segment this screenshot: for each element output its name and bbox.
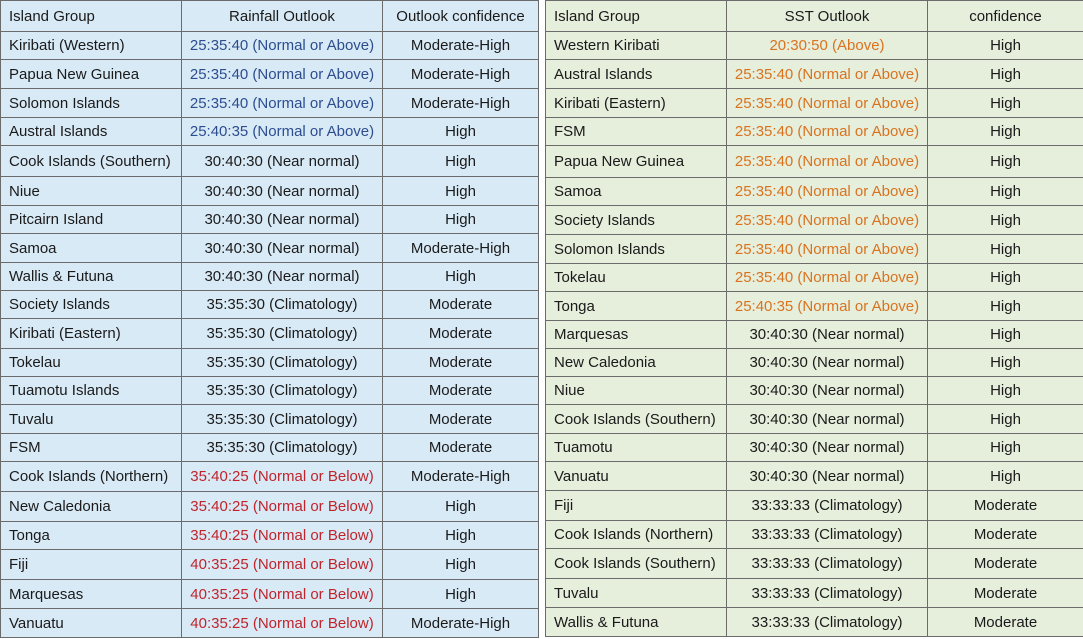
- confidence-cell: Moderate: [928, 491, 1083, 521]
- table-row: [1, 32, 539, 60]
- outlook-cell: 30:40:30 (Near normal): [727, 462, 928, 491]
- confidence-cell: High: [928, 349, 1083, 377]
- island-cell: Solomon Islands: [1, 89, 182, 118]
- table-row: [546, 462, 1083, 491]
- outlook-cell: 30:40:30 (Near normal): [182, 146, 383, 177]
- table-row: [1, 60, 539, 89]
- rainfall-outlook-table: [0, 0, 539, 638]
- island-cell: Pitcairn Island: [1, 206, 182, 234]
- confidence-cell: High: [928, 32, 1083, 60]
- island-cell: Western Kiribati: [546, 32, 727, 60]
- confidence-cell: Moderate-High: [383, 234, 539, 263]
- confidence-cell: Moderate-High: [383, 89, 539, 118]
- table-row: [1, 177, 539, 206]
- confidence-cell: High: [383, 580, 539, 609]
- island-cell: Fiji: [1, 550, 182, 580]
- table-row: [546, 235, 1083, 264]
- island-cell: Samoa: [1, 234, 182, 263]
- outlook-cell: 25:35:40 (Normal or Above): [727, 264, 928, 292]
- island-cell: Cook Islands (Southern): [546, 405, 727, 434]
- confidence-cell: Moderate-High: [383, 32, 539, 60]
- confidence-cell: High: [928, 321, 1083, 349]
- island-cell: Tokelau: [546, 264, 727, 292]
- outlook-cell: 25:35:40 (Normal or Above): [727, 178, 928, 206]
- table-row: [546, 608, 1083, 637]
- island-cell: Society Islands: [546, 206, 727, 235]
- table-row: [1, 550, 539, 580]
- confidence-cell: Moderate: [383, 434, 539, 462]
- table-row: [1, 263, 539, 291]
- confidence-cell: Moderate: [383, 405, 539, 434]
- island-cell: Tuvalu: [1, 405, 182, 434]
- header-rainfall-outlook: Rainfall Outlook: [182, 1, 383, 32]
- outlook-cell: 35:40:25 (Normal or Below): [182, 522, 383, 550]
- confidence-cell: Moderate: [383, 291, 539, 319]
- table-row: [1, 118, 539, 146]
- header-island-group: Island Group: [546, 1, 727, 32]
- outlook-cell: 30:40:30 (Near normal): [727, 349, 928, 377]
- island-cell: New Caledonia: [1, 492, 182, 522]
- island-cell: Papua New Guinea: [546, 146, 727, 178]
- confidence-cell: Moderate: [383, 349, 539, 377]
- island-cell: Tonga: [1, 522, 182, 550]
- island-cell: Niue: [546, 377, 727, 405]
- table-row: [546, 321, 1083, 349]
- island-cell: Cook Islands (Southern): [546, 549, 727, 579]
- outlook-cell: 30:40:30 (Near normal): [727, 321, 928, 349]
- confidence-cell: High: [928, 60, 1083, 89]
- outlook-cell: 30:40:30 (Near normal): [182, 234, 383, 263]
- table-row: [546, 89, 1083, 118]
- table-row: [546, 349, 1083, 377]
- island-cell: Marquesas: [1, 580, 182, 609]
- confidence-cell: High: [928, 264, 1083, 292]
- island-cell: Kiribati (Eastern): [1, 319, 182, 349]
- table-row: [1, 319, 539, 349]
- island-cell: Tuvalu: [546, 579, 727, 608]
- table-row: [546, 264, 1083, 292]
- confidence-cell: Moderate-High: [383, 60, 539, 89]
- island-cell: Cook Islands (Southern): [1, 146, 182, 177]
- confidence-cell: Moderate: [383, 319, 539, 349]
- island-cell: FSM: [546, 118, 727, 146]
- table-row: [1, 349, 539, 377]
- confidence-cell: High: [928, 89, 1083, 118]
- outlook-cell: 35:35:30 (Climatology): [182, 434, 383, 462]
- island-cell: FSM: [1, 434, 182, 462]
- outlook-cell: 25:40:35 (Normal or Above): [727, 292, 928, 321]
- island-cell: Vanuatu: [546, 462, 727, 491]
- island-cell: Austral Islands: [1, 118, 182, 146]
- outlook-cell: 25:35:40 (Normal or Above): [727, 89, 928, 118]
- table-row: [1, 234, 539, 263]
- confidence-cell: High: [383, 206, 539, 234]
- table-row: [546, 292, 1083, 321]
- table-row: [546, 549, 1083, 579]
- confidence-cell: High: [383, 492, 539, 522]
- table-row: [546, 146, 1083, 178]
- island-cell: Marquesas: [546, 321, 727, 349]
- outlook-cell: 40:35:25 (Normal or Below): [182, 609, 383, 638]
- table-row: [546, 178, 1083, 206]
- outlook-cell: 25:35:40 (Normal or Above): [727, 60, 928, 89]
- confidence-cell: High: [928, 462, 1083, 491]
- island-cell: Solomon Islands: [546, 235, 727, 264]
- confidence-cell: High: [928, 118, 1083, 146]
- confidence-cell: Moderate: [383, 377, 539, 405]
- table-row: [546, 206, 1083, 235]
- table-row: [1, 492, 539, 522]
- island-cell: Tuamotu Islands: [1, 377, 182, 405]
- confidence-cell: High: [383, 146, 539, 177]
- outlook-cell: 25:35:40 (Normal or Above): [727, 206, 928, 235]
- confidence-cell: High: [928, 405, 1083, 434]
- table-row: [1, 89, 539, 118]
- outlook-cell: 35:40:25 (Normal or Below): [182, 462, 383, 492]
- header-confidence: confidence: [928, 1, 1083, 32]
- confidence-cell: High: [383, 550, 539, 580]
- island-cell: Wallis & Futuna: [546, 608, 727, 637]
- outlook-cell: 30:40:30 (Near normal): [727, 377, 928, 405]
- outlook-cell: 33:33:33 (Climatology): [727, 491, 928, 521]
- outlook-cell: 40:35:25 (Normal or Below): [182, 550, 383, 580]
- outlook-cell: 25:40:35 (Normal or Above): [182, 118, 383, 146]
- outlook-cell: 33:33:33 (Climatology): [727, 549, 928, 579]
- outlook-cell: 25:35:40 (Normal or Above): [727, 235, 928, 264]
- header-sst-outlook: SST Outlook: [727, 1, 928, 32]
- confidence-cell: Moderate: [928, 549, 1083, 579]
- confidence-cell: Moderate-High: [383, 462, 539, 492]
- outlook-cell: 25:35:40 (Normal or Above): [182, 32, 383, 60]
- outlook-cell: 35:40:25 (Normal or Below): [182, 492, 383, 522]
- outlook-cell: 35:35:30 (Climatology): [182, 405, 383, 434]
- confidence-cell: High: [928, 235, 1083, 264]
- island-cell: Vanuatu: [1, 609, 182, 638]
- table-row: [546, 60, 1083, 89]
- confidence-cell: High: [928, 292, 1083, 321]
- confidence-cell: Moderate: [928, 521, 1083, 549]
- outlook-cell: 35:35:30 (Climatology): [182, 319, 383, 349]
- island-cell: Kiribati (Eastern): [546, 89, 727, 118]
- sst-outlook-table: [545, 0, 1083, 637]
- outlook-cell: 35:35:30 (Climatology): [182, 291, 383, 319]
- table-row: [1, 146, 539, 177]
- outlook-cell: 35:35:30 (Climatology): [182, 377, 383, 405]
- table-row: [546, 377, 1083, 405]
- table-row: [1, 206, 539, 234]
- confidence-cell: Moderate: [928, 608, 1083, 637]
- island-cell: Society Islands: [1, 291, 182, 319]
- island-cell: Fiji: [546, 491, 727, 521]
- table-row: [546, 405, 1083, 434]
- island-cell: Tonga: [546, 292, 727, 321]
- outlook-cell: 33:33:33 (Climatology): [727, 608, 928, 637]
- header-island-group: Island Group: [1, 1, 182, 32]
- table-row: [546, 521, 1083, 549]
- confidence-cell: High: [928, 178, 1083, 206]
- outlook-cell: 25:35:40 (Normal or Above): [727, 146, 928, 178]
- header-outlook-confidence: Outlook confidence: [383, 1, 539, 32]
- island-cell: Cook Islands (Northern): [546, 521, 727, 549]
- confidence-cell: High: [383, 177, 539, 206]
- table-row: [1, 434, 539, 462]
- island-cell: Tuamotu: [546, 434, 727, 462]
- island-cell: Wallis & Futuna: [1, 263, 182, 291]
- outlook-cell: 35:35:30 (Climatology): [182, 349, 383, 377]
- outlook-cell: 25:35:40 (Normal or Above): [182, 89, 383, 118]
- outlook-cell: 30:40:30 (Near normal): [182, 263, 383, 291]
- table-row: [546, 32, 1083, 60]
- island-cell: Kiribati (Western): [1, 32, 182, 60]
- table-row: [546, 491, 1083, 521]
- table-header-row: [546, 1, 1083, 32]
- outlook-cell: 30:40:30 (Near normal): [727, 434, 928, 462]
- table-row: [546, 118, 1083, 146]
- island-cell: Niue: [1, 177, 182, 206]
- table-row: [546, 579, 1083, 608]
- outlook-cell: 40:35:25 (Normal or Below): [182, 580, 383, 609]
- confidence-cell: High: [383, 263, 539, 291]
- table-row: [1, 291, 539, 319]
- table-row: [1, 462, 539, 492]
- confidence-cell: Moderate-High: [383, 609, 539, 638]
- confidence-cell: High: [383, 118, 539, 146]
- table-header-row: [1, 1, 539, 32]
- island-cell: Austral Islands: [546, 60, 727, 89]
- island-cell: Papua New Guinea: [1, 60, 182, 89]
- confidence-cell: Moderate: [928, 579, 1083, 608]
- outlook-cell: 30:40:30 (Near normal): [182, 177, 383, 206]
- island-cell: New Caledonia: [546, 349, 727, 377]
- island-cell: Tokelau: [1, 349, 182, 377]
- table-row: [1, 377, 539, 405]
- confidence-cell: High: [383, 522, 539, 550]
- table-row: [1, 522, 539, 550]
- confidence-cell: High: [928, 434, 1083, 462]
- table-row: [1, 405, 539, 434]
- table-row: [546, 434, 1083, 462]
- table-row: [1, 609, 539, 638]
- outlook-cell: 33:33:33 (Climatology): [727, 521, 928, 549]
- confidence-cell: High: [928, 377, 1083, 405]
- outlook-cell: 30:40:30 (Near normal): [182, 206, 383, 234]
- table-row: [1, 580, 539, 609]
- outlook-cell: 30:40:30 (Near normal): [727, 405, 928, 434]
- island-cell: Samoa: [546, 178, 727, 206]
- outlook-cell: 25:35:40 (Normal or Above): [182, 60, 383, 89]
- outlook-cell: 25:35:40 (Normal or Above): [727, 118, 928, 146]
- island-cell: Cook Islands (Northern): [1, 462, 182, 492]
- confidence-cell: High: [928, 146, 1083, 178]
- outlook-cell: 33:33:33 (Climatology): [727, 579, 928, 608]
- outlook-cell: 20:30:50 (Above): [727, 32, 928, 60]
- confidence-cell: High: [928, 206, 1083, 235]
